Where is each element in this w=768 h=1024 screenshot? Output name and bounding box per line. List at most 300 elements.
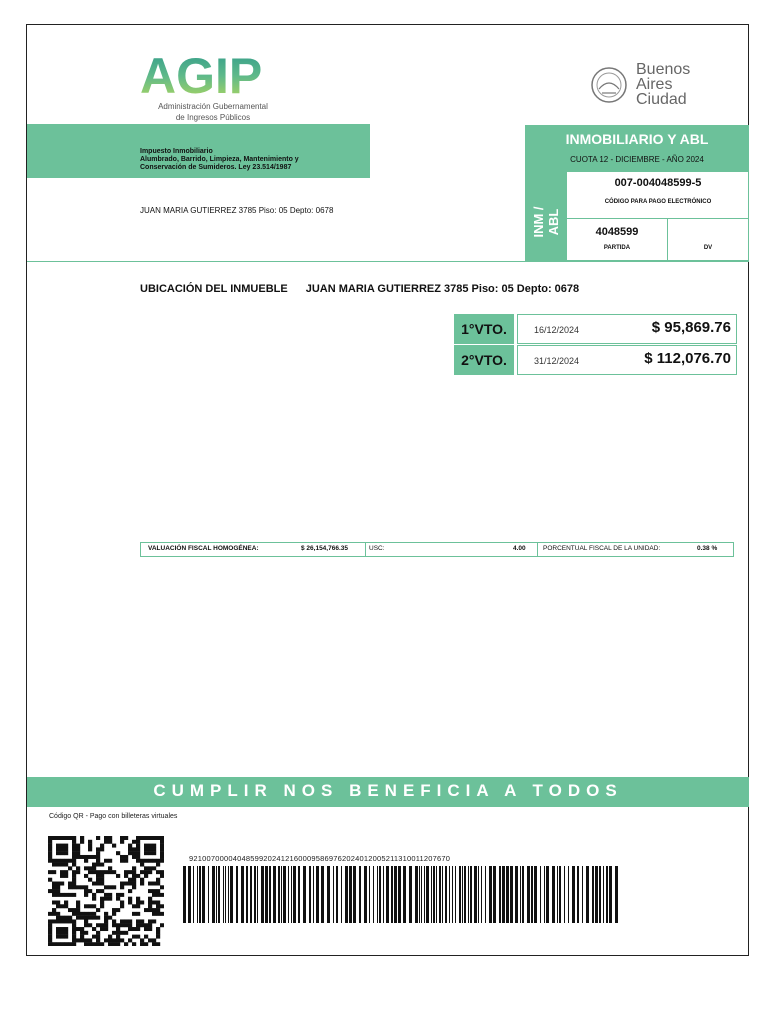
qr-module bbox=[116, 938, 120, 942]
qr-module bbox=[124, 942, 128, 946]
qr-module bbox=[136, 840, 140, 844]
qr-module bbox=[128, 897, 132, 901]
barcode-bar bbox=[281, 866, 282, 923]
qr-module bbox=[136, 927, 140, 931]
due-1-amount: $ 95,869.76 bbox=[651, 319, 731, 336]
qr-module bbox=[144, 851, 148, 855]
qr-module bbox=[88, 916, 92, 920]
qr-module bbox=[136, 844, 140, 848]
qr-module bbox=[84, 923, 88, 927]
qr-module bbox=[148, 897, 152, 901]
qr-module bbox=[120, 938, 124, 942]
qr-module bbox=[160, 851, 164, 855]
qr-module bbox=[76, 844, 80, 848]
qr-module bbox=[104, 919, 108, 923]
qr-module bbox=[96, 863, 100, 867]
partida-number: 4048599 bbox=[595, 226, 639, 238]
qr-module bbox=[80, 885, 84, 889]
qr-module bbox=[152, 889, 156, 893]
qr-module bbox=[48, 919, 52, 923]
account-divider bbox=[567, 218, 749, 219]
barcode-bar bbox=[449, 866, 450, 923]
barcode-bar bbox=[559, 866, 561, 923]
qr-module bbox=[76, 938, 80, 942]
due-2-badge: 2°VTO. bbox=[454, 345, 514, 375]
qr-module bbox=[48, 859, 52, 863]
qr-module bbox=[104, 923, 108, 927]
barcode-bar bbox=[298, 866, 300, 923]
qr-module bbox=[112, 942, 116, 946]
qr-module bbox=[120, 885, 124, 889]
qr-module bbox=[128, 844, 132, 848]
qr-module bbox=[56, 900, 60, 904]
qr-module bbox=[60, 851, 64, 855]
barcode-bar bbox=[183, 866, 186, 923]
qr-module bbox=[156, 900, 160, 904]
qr-module bbox=[72, 859, 76, 863]
qr-module bbox=[148, 908, 152, 912]
qr-module bbox=[92, 863, 96, 867]
qr-module bbox=[80, 916, 84, 920]
qr-module bbox=[116, 942, 120, 946]
qr-module bbox=[156, 931, 160, 935]
barcode-bar bbox=[283, 866, 286, 923]
barcode-bar bbox=[582, 866, 583, 923]
qr-module bbox=[136, 874, 140, 878]
barcode-bar bbox=[364, 866, 367, 923]
qr-module bbox=[116, 927, 120, 931]
porcentual-label: PORCENTUAL FISCAL DE LA UNIDAD: bbox=[543, 545, 661, 552]
due-2-date: 31/12/2024 bbox=[534, 356, 580, 366]
qr-module bbox=[92, 916, 96, 920]
qr-module bbox=[156, 927, 160, 931]
qr-module bbox=[88, 847, 92, 851]
qr-module bbox=[160, 912, 164, 916]
qr-module bbox=[56, 889, 60, 893]
qr-module bbox=[92, 866, 96, 870]
qr-module bbox=[100, 874, 104, 878]
barcode-bar bbox=[485, 866, 486, 923]
qr-module bbox=[112, 870, 116, 874]
qr-module bbox=[84, 889, 88, 893]
qr-module bbox=[140, 836, 144, 840]
qr-module bbox=[76, 885, 80, 889]
qr-module bbox=[108, 938, 112, 942]
qr-module bbox=[52, 942, 56, 946]
qr-module bbox=[56, 844, 60, 848]
qr-module bbox=[160, 874, 164, 878]
qr-module bbox=[136, 855, 140, 859]
barcode-bar bbox=[197, 866, 198, 923]
qr-module bbox=[56, 847, 60, 851]
qr-module bbox=[116, 851, 120, 855]
barcode-bar bbox=[223, 866, 224, 923]
qr-module bbox=[84, 931, 88, 935]
qr-module bbox=[148, 866, 152, 870]
owner-address: JUAN MARIA GUTIERREZ 3785 Piso: 05 Depto: 0678 bbox=[140, 206, 334, 215]
qr-module bbox=[128, 851, 132, 855]
header-divider bbox=[27, 261, 749, 262]
qr-module bbox=[108, 870, 112, 874]
qr-module bbox=[148, 927, 152, 931]
qr-module bbox=[100, 942, 104, 946]
valuation-divider bbox=[537, 543, 538, 557]
barcode-bar bbox=[278, 866, 280, 923]
barcode-bar bbox=[228, 866, 229, 923]
qr-module bbox=[80, 840, 84, 844]
slogan-text: CUMPLIR NOS BENEFICIA A TODOS bbox=[153, 781, 623, 800]
qr-module bbox=[96, 878, 100, 882]
qr-module bbox=[160, 855, 164, 859]
qr-module bbox=[72, 840, 76, 844]
qr-module bbox=[52, 885, 56, 889]
qr-module bbox=[76, 847, 80, 851]
qr-module bbox=[60, 847, 64, 851]
qr-module bbox=[136, 836, 140, 840]
qr-module bbox=[132, 885, 136, 889]
barcode-bar bbox=[415, 866, 418, 923]
qr-module bbox=[88, 844, 92, 848]
qr-module bbox=[148, 923, 152, 927]
qr-module bbox=[48, 847, 52, 851]
qr-module bbox=[136, 859, 140, 863]
qr-module bbox=[120, 893, 124, 897]
qr-module bbox=[88, 840, 92, 844]
barcode-bar bbox=[316, 866, 319, 923]
qr-module bbox=[76, 927, 80, 931]
barcode-bar bbox=[572, 866, 575, 923]
qr-module bbox=[56, 942, 60, 946]
qr-module bbox=[148, 889, 152, 893]
qr-module bbox=[52, 908, 56, 912]
qr-module bbox=[132, 927, 136, 931]
qr-module bbox=[156, 882, 160, 886]
barcode-bar bbox=[452, 866, 453, 923]
qr-module bbox=[116, 931, 120, 935]
qr-module bbox=[160, 885, 164, 889]
qr-module bbox=[84, 859, 88, 863]
qr-module bbox=[104, 836, 108, 840]
side-tab-label: INM / ABL bbox=[531, 206, 561, 238]
qr-module bbox=[56, 863, 60, 867]
qr-module bbox=[96, 938, 100, 942]
qr-module bbox=[76, 855, 80, 859]
barcode-bar bbox=[349, 866, 352, 923]
barcode-bar bbox=[527, 866, 530, 923]
qr-module bbox=[72, 847, 76, 851]
qr-module bbox=[152, 908, 156, 912]
qr-module bbox=[56, 912, 60, 916]
qr-module bbox=[152, 893, 156, 897]
qr-module bbox=[72, 870, 76, 874]
qr-module bbox=[96, 882, 100, 886]
qr-module bbox=[68, 866, 72, 870]
barcode-bar bbox=[327, 866, 330, 923]
qr-module bbox=[124, 931, 128, 935]
qr-module bbox=[72, 935, 76, 939]
qr-module bbox=[104, 885, 108, 889]
qr-module bbox=[136, 912, 140, 916]
qr-module bbox=[56, 916, 60, 920]
qr-module bbox=[116, 893, 120, 897]
qr-module bbox=[60, 874, 64, 878]
qr-module bbox=[92, 855, 96, 859]
dv-divider bbox=[667, 218, 668, 261]
qr-module bbox=[96, 916, 100, 920]
qr-module bbox=[84, 919, 88, 923]
qr-module bbox=[120, 904, 124, 908]
qr-module bbox=[144, 844, 148, 848]
qr-module bbox=[144, 847, 148, 851]
qr-module bbox=[88, 889, 92, 893]
barcode-bar bbox=[606, 866, 608, 923]
qr-module bbox=[156, 908, 160, 912]
qr-module bbox=[84, 893, 88, 897]
qr-module bbox=[160, 893, 164, 897]
barcode-bar bbox=[436, 866, 437, 923]
qr-module bbox=[140, 859, 144, 863]
qr-module bbox=[144, 866, 148, 870]
qr-module bbox=[84, 866, 88, 870]
qr-module bbox=[144, 927, 148, 931]
qr-module bbox=[56, 851, 60, 855]
qr-module bbox=[120, 931, 124, 935]
qr-module bbox=[64, 874, 68, 878]
qr-module bbox=[56, 882, 60, 886]
qr-module bbox=[88, 855, 92, 859]
barcode-bar bbox=[403, 866, 406, 923]
qr-module bbox=[72, 882, 76, 886]
qr-module bbox=[60, 859, 64, 863]
location-label: UBICACIÓN DEL INMUEBLE bbox=[140, 283, 288, 295]
qr-module bbox=[144, 870, 148, 874]
barcode-bar bbox=[599, 866, 601, 923]
qr-module bbox=[140, 938, 144, 942]
qr-module bbox=[104, 859, 108, 863]
qr-module bbox=[100, 847, 104, 851]
qr-module bbox=[84, 942, 88, 946]
qr-module bbox=[108, 885, 112, 889]
qr-module bbox=[72, 908, 76, 912]
qr-module bbox=[132, 855, 136, 859]
qr-module bbox=[48, 851, 52, 855]
barcode-bar bbox=[254, 866, 256, 923]
qr-module bbox=[128, 889, 132, 893]
barcode-bar bbox=[250, 866, 252, 923]
qr-module bbox=[64, 931, 68, 935]
barcode-bar bbox=[288, 866, 289, 923]
qr-module bbox=[96, 847, 100, 851]
qr-module bbox=[72, 893, 76, 897]
barcode-bar bbox=[431, 866, 432, 923]
qr-module bbox=[148, 904, 152, 908]
qr-module bbox=[160, 844, 164, 848]
qr-module bbox=[144, 923, 148, 927]
qr-module bbox=[76, 912, 80, 916]
qr-module bbox=[128, 923, 132, 927]
qr-module bbox=[60, 844, 64, 848]
qr-module bbox=[92, 927, 96, 931]
qr-module bbox=[92, 912, 96, 916]
barcode-bar bbox=[433, 866, 435, 923]
barcode-bar bbox=[459, 866, 461, 923]
qr-module bbox=[84, 885, 88, 889]
qr-module bbox=[48, 938, 52, 942]
qr-module bbox=[48, 927, 52, 931]
qr-module bbox=[152, 919, 156, 923]
qr-module bbox=[120, 836, 124, 840]
qr-module bbox=[136, 897, 140, 901]
barcode-bar bbox=[592, 866, 594, 923]
qr-module bbox=[148, 870, 152, 874]
qr-module bbox=[52, 900, 56, 904]
qr-module bbox=[120, 900, 124, 904]
qr-module bbox=[52, 889, 56, 893]
qr-module bbox=[68, 908, 72, 912]
qr-module bbox=[100, 863, 104, 867]
qr-module bbox=[152, 844, 156, 848]
qr-module bbox=[156, 893, 160, 897]
qr-module bbox=[84, 874, 88, 878]
barcode-bar bbox=[481, 866, 482, 923]
barcode-bar bbox=[522, 866, 524, 923]
barcode-bar bbox=[212, 866, 215, 923]
barcode-bar bbox=[595, 866, 598, 923]
qr-module bbox=[84, 855, 88, 859]
qr-module bbox=[148, 882, 152, 886]
qr-module bbox=[140, 900, 144, 904]
qr-module bbox=[156, 912, 160, 916]
qr-module bbox=[132, 866, 136, 870]
usc-value: 4.00 bbox=[513, 545, 526, 552]
barcode-bar bbox=[586, 866, 589, 923]
qr-module bbox=[116, 908, 120, 912]
qr-module bbox=[56, 859, 60, 863]
usc-label: USC: bbox=[369, 545, 385, 552]
qr-module bbox=[96, 923, 100, 927]
qr-module bbox=[112, 923, 116, 927]
qr-module bbox=[132, 874, 136, 878]
qr-caption: Código QR - Pago con billeteras virtuales bbox=[49, 813, 178, 820]
qr-module bbox=[152, 859, 156, 863]
qr-module bbox=[52, 882, 56, 886]
qr-module bbox=[48, 840, 52, 844]
barcode-bar bbox=[202, 866, 205, 923]
qr-module bbox=[112, 931, 116, 935]
porcentual-value: 0.38 % bbox=[697, 545, 718, 552]
qr-module bbox=[96, 851, 100, 855]
qr-module bbox=[160, 847, 164, 851]
qr-module bbox=[80, 912, 84, 916]
qr-module bbox=[140, 942, 144, 946]
qr-module bbox=[148, 836, 152, 840]
qr-module bbox=[112, 844, 116, 848]
qr-module bbox=[60, 904, 64, 908]
qr-module bbox=[120, 882, 124, 886]
qr-module bbox=[116, 935, 120, 939]
qr-module bbox=[80, 855, 84, 859]
qr-module bbox=[128, 870, 132, 874]
qr-module bbox=[80, 931, 84, 935]
qr-module bbox=[112, 885, 116, 889]
qr-module bbox=[104, 938, 108, 942]
qr-module bbox=[104, 927, 108, 931]
qr-module bbox=[92, 935, 96, 939]
barcode-bar bbox=[510, 866, 513, 923]
qr-module bbox=[64, 942, 68, 946]
qr-module bbox=[72, 836, 76, 840]
qr-module bbox=[56, 927, 60, 931]
qr-module bbox=[108, 897, 112, 901]
qr-module bbox=[56, 935, 60, 939]
qr-module bbox=[72, 919, 76, 923]
qr-module bbox=[52, 912, 56, 916]
due-2-amount: $ 112,076.70 bbox=[644, 350, 731, 367]
barcode-bar bbox=[216, 866, 217, 923]
partida-label: PARTIDA bbox=[603, 245, 631, 251]
qr-module bbox=[152, 942, 156, 946]
qr-module bbox=[96, 931, 100, 935]
qr-module bbox=[72, 912, 76, 916]
qr-module bbox=[156, 863, 160, 867]
qr-module bbox=[72, 938, 76, 942]
qr-module bbox=[60, 931, 64, 935]
qr-module bbox=[132, 904, 136, 908]
qr-module bbox=[124, 923, 128, 927]
qr-module bbox=[68, 885, 72, 889]
barcode-bar bbox=[199, 866, 201, 923]
qr-module bbox=[96, 859, 100, 863]
barcode-bar bbox=[577, 866, 579, 923]
tax-description: Impuesto Inmobiliario Alumbrado, Barrido, Limpieza, Mantenimiento y Conservación de Sumideros. Ley 23.514/1987 bbox=[140, 148, 299, 171]
qr-module bbox=[140, 878, 144, 882]
qr-module bbox=[116, 874, 120, 878]
qr-module bbox=[140, 863, 144, 867]
qr-module bbox=[96, 889, 100, 893]
qr-module bbox=[132, 851, 136, 855]
barcode-bar bbox=[336, 866, 338, 923]
qr-module bbox=[100, 878, 104, 882]
qr-module bbox=[152, 938, 156, 942]
qr-module bbox=[56, 885, 60, 889]
barcode-bar bbox=[230, 866, 233, 923]
qr-module bbox=[116, 897, 120, 901]
qr-module bbox=[76, 866, 80, 870]
qr-module bbox=[120, 919, 124, 923]
qr-module bbox=[48, 923, 52, 927]
barcode-bar bbox=[478, 866, 479, 923]
qr-module bbox=[112, 912, 116, 916]
qr-module bbox=[72, 927, 76, 931]
qr-module bbox=[104, 870, 108, 874]
qr-module bbox=[148, 851, 152, 855]
qr-module bbox=[124, 882, 128, 886]
barcode-bar bbox=[333, 866, 334, 923]
qr-module bbox=[52, 859, 56, 863]
qr-module bbox=[116, 923, 120, 927]
barcode-bar bbox=[615, 866, 618, 923]
qr-module bbox=[64, 904, 68, 908]
qr-module bbox=[128, 847, 132, 851]
qr-module bbox=[48, 878, 52, 882]
qr-module bbox=[108, 836, 112, 840]
barcode-bar bbox=[188, 866, 191, 923]
qr-module bbox=[124, 859, 128, 863]
qr-module bbox=[136, 900, 140, 904]
qr-module bbox=[80, 935, 84, 939]
qr-module bbox=[136, 919, 140, 923]
qr-module bbox=[132, 942, 136, 946]
